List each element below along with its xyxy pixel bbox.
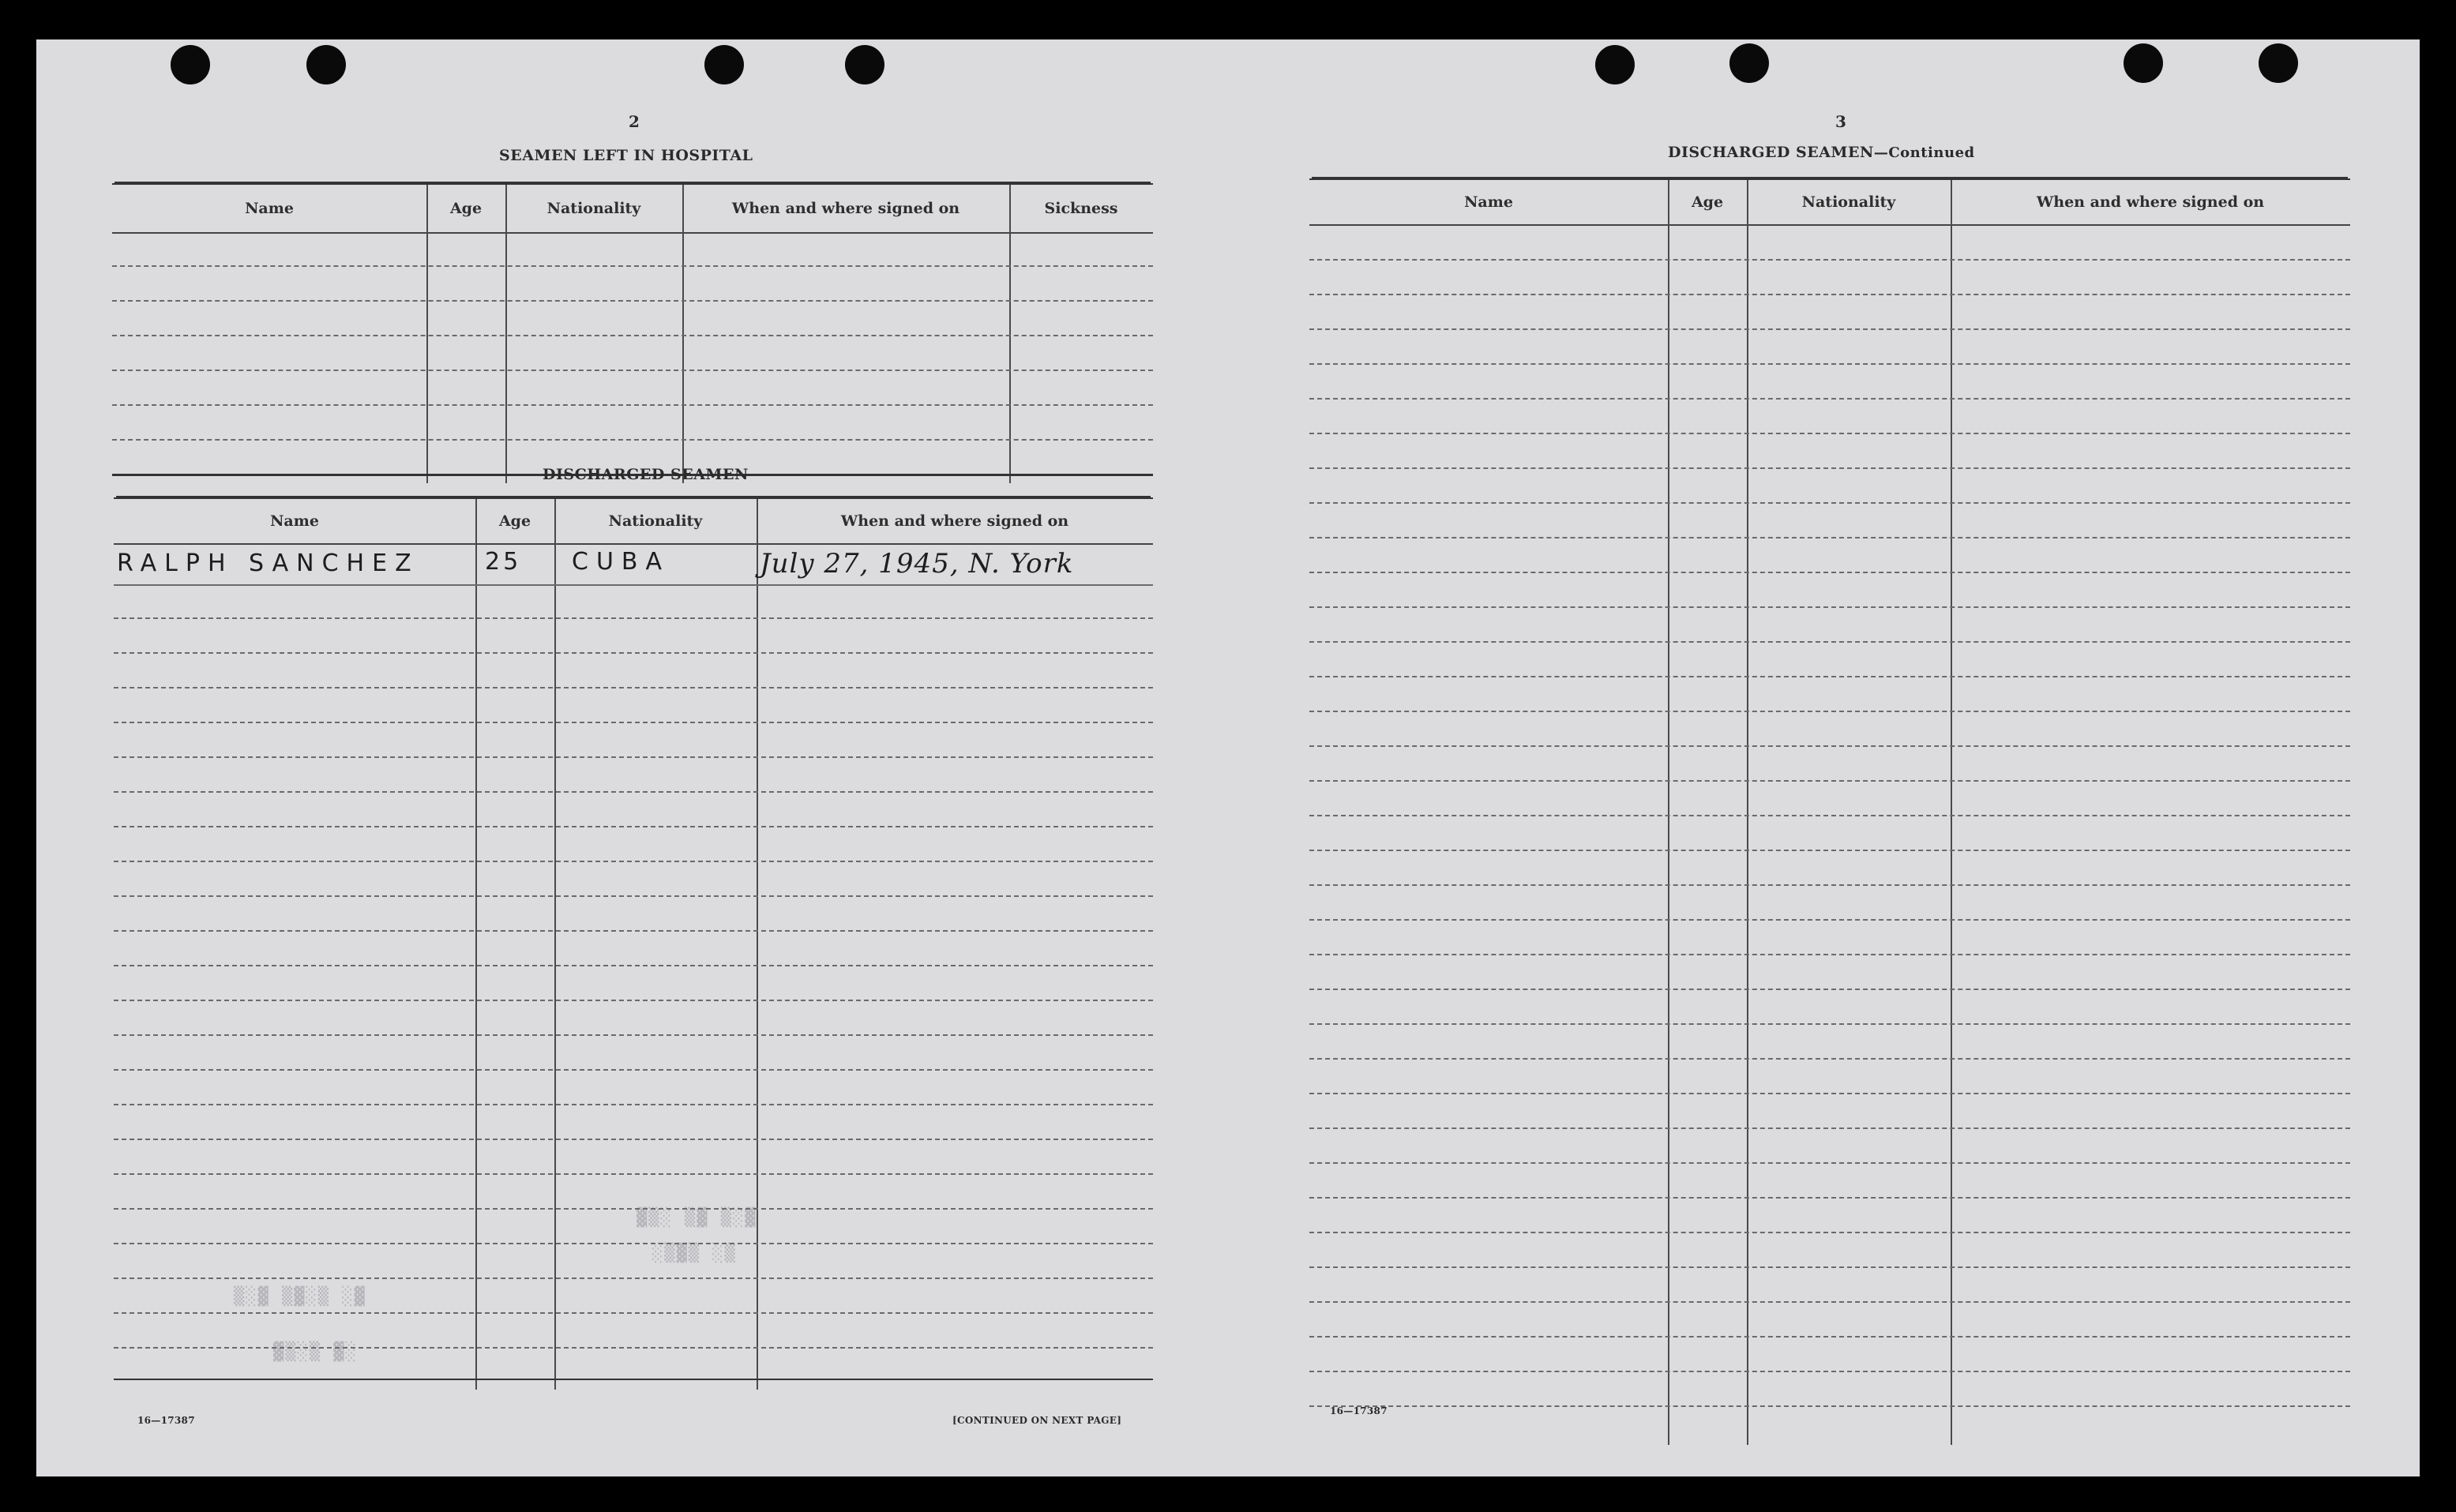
row-line bbox=[1309, 259, 2350, 261]
row-line bbox=[1309, 1093, 2350, 1094]
section-title bbox=[1668, 144, 1975, 161]
row-line bbox=[1309, 606, 2350, 608]
header-name: Name bbox=[1464, 193, 1513, 211]
row-line bbox=[1309, 1336, 2350, 1338]
header-age: Age bbox=[498, 512, 531, 530]
row-line bbox=[114, 1069, 1153, 1071]
row-line bbox=[114, 1278, 1153, 1279]
row-line bbox=[114, 965, 1153, 966]
discharged-continued-table bbox=[1309, 178, 2350, 1437]
row-line bbox=[114, 1000, 1153, 1001]
row-line bbox=[114, 1347, 1153, 1349]
row-line bbox=[1309, 676, 2350, 677]
seaman-age: 25 bbox=[485, 548, 522, 576]
row-line bbox=[112, 439, 1153, 441]
row-line bbox=[1309, 711, 2350, 712]
table-header bbox=[114, 499, 1153, 545]
punch-hole bbox=[704, 45, 744, 84]
punch-hole bbox=[171, 45, 210, 84]
header-sickness: Sickness bbox=[1044, 200, 1118, 217]
row-line bbox=[1309, 1232, 2350, 1233]
section-title: SEAMEN LEFT IN HOSPITAL bbox=[499, 147, 753, 164]
row-line bbox=[114, 687, 1153, 688]
row-line bbox=[114, 1312, 1153, 1314]
punch-hole bbox=[1595, 45, 1635, 84]
row-line bbox=[1309, 537, 2350, 538]
row-line bbox=[1309, 1058, 2350, 1060]
seaman-signed-on: July 27, 1945, N. York bbox=[760, 548, 1074, 580]
row-line bbox=[112, 300, 1153, 302]
row-line bbox=[1309, 745, 2350, 747]
column-divider bbox=[757, 499, 758, 1390]
row-line bbox=[1309, 398, 2350, 400]
section-title: DISCHARGED SEAMEN bbox=[543, 466, 749, 483]
table-header bbox=[1309, 180, 2350, 226]
continued-note: [CONTINUED ON NEXT PAGE] bbox=[952, 1415, 1122, 1426]
row-line bbox=[1309, 641, 2350, 643]
punch-hole bbox=[2259, 43, 2298, 83]
row-line bbox=[114, 652, 1153, 654]
row-line bbox=[1309, 1405, 2350, 1407]
row-line bbox=[114, 1208, 1153, 1210]
header-signed-on: When and where signed on bbox=[731, 200, 960, 217]
row-line bbox=[114, 861, 1153, 862]
header-nationality: Nationality bbox=[1801, 193, 1896, 211]
row-line bbox=[1309, 294, 2350, 295]
header-nationality: Nationality bbox=[546, 200, 641, 217]
row-line bbox=[112, 335, 1153, 336]
row-line bbox=[114, 826, 1153, 827]
row-line bbox=[1309, 815, 2350, 816]
row-line bbox=[114, 617, 1153, 619]
row-line bbox=[1309, 363, 2350, 365]
row-line bbox=[1309, 1127, 2350, 1129]
document-sheet bbox=[36, 39, 2420, 1476]
row-line bbox=[1309, 467, 2350, 469]
discharged-table bbox=[114, 497, 1153, 1390]
form-number: 16—17387 bbox=[137, 1415, 195, 1426]
faded-stamp: ▒░▓ ▒▓░▒ ░▓ bbox=[234, 1287, 366, 1307]
row-line bbox=[114, 584, 1153, 586]
section-title-main: DISCHARGED SEAMEN bbox=[1668, 144, 1874, 161]
row-line bbox=[1309, 433, 2350, 434]
row-line bbox=[114, 1243, 1153, 1244]
header-name: Name bbox=[245, 200, 294, 217]
column-divider bbox=[1747, 180, 1748, 1445]
punch-hole bbox=[845, 45, 884, 84]
row-line bbox=[114, 1173, 1153, 1175]
page-number: 2 bbox=[629, 112, 640, 131]
row-line bbox=[1309, 1023, 2350, 1025]
row-line bbox=[1309, 884, 2350, 886]
row-line bbox=[1309, 989, 2350, 990]
row-line bbox=[1309, 780, 2350, 782]
row-line bbox=[1309, 850, 2350, 851]
row-line bbox=[1309, 1266, 2350, 1268]
row-line bbox=[114, 1104, 1153, 1105]
header-name: Name bbox=[270, 512, 319, 530]
punch-hole bbox=[2124, 43, 2163, 83]
header-age: Age bbox=[1691, 193, 1724, 211]
row-line bbox=[1309, 919, 2350, 921]
row-line bbox=[114, 722, 1153, 723]
row-line bbox=[1309, 502, 2350, 504]
column-divider bbox=[475, 499, 477, 1390]
row-line bbox=[114, 1034, 1153, 1036]
row-line bbox=[112, 265, 1153, 267]
section-title-suffix: —Continued bbox=[1873, 144, 1975, 161]
row-line bbox=[1309, 1301, 2350, 1303]
seaman-nationality: CUBA bbox=[572, 548, 670, 576]
header-signed-on: When and where signed on bbox=[840, 512, 1069, 530]
faded-stamp: ▓▒░ ▒▓ ▒░▓ bbox=[637, 1208, 757, 1228]
row-line bbox=[114, 930, 1153, 932]
row-line bbox=[114, 895, 1153, 897]
row-line bbox=[114, 1139, 1153, 1140]
row-line bbox=[112, 370, 1153, 371]
page-number: 3 bbox=[1835, 112, 1846, 131]
row-line bbox=[1309, 954, 2350, 955]
column-divider bbox=[1668, 180, 1669, 1445]
row-line bbox=[1309, 1371, 2350, 1372]
row-line bbox=[1309, 1162, 2350, 1164]
row-line bbox=[114, 1379, 1153, 1380]
faded-stamp: ░▒▓▒ ░▒ bbox=[652, 1244, 737, 1263]
header-age: Age bbox=[449, 200, 483, 217]
column-divider bbox=[1951, 180, 1952, 1445]
row-line bbox=[112, 404, 1153, 406]
row-line bbox=[1309, 1197, 2350, 1199]
table-header bbox=[112, 185, 1153, 234]
hospital-table bbox=[112, 183, 1153, 483]
faded-stamp: ▓▒░▒ ▓░ bbox=[273, 1342, 358, 1362]
row-line bbox=[114, 756, 1153, 758]
row-line bbox=[114, 791, 1153, 793]
header-signed-on: When and where signed on bbox=[2036, 193, 2265, 211]
seaman-name: RALPH SANCHEZ bbox=[117, 550, 419, 577]
column-divider bbox=[554, 499, 556, 1390]
punch-hole bbox=[306, 45, 346, 84]
row-line bbox=[1309, 572, 2350, 573]
header-nationality: Nationality bbox=[608, 512, 703, 530]
punch-hole bbox=[1729, 43, 1769, 83]
row-line bbox=[1309, 328, 2350, 330]
form-number: 16—17387 bbox=[1330, 1405, 1388, 1416]
